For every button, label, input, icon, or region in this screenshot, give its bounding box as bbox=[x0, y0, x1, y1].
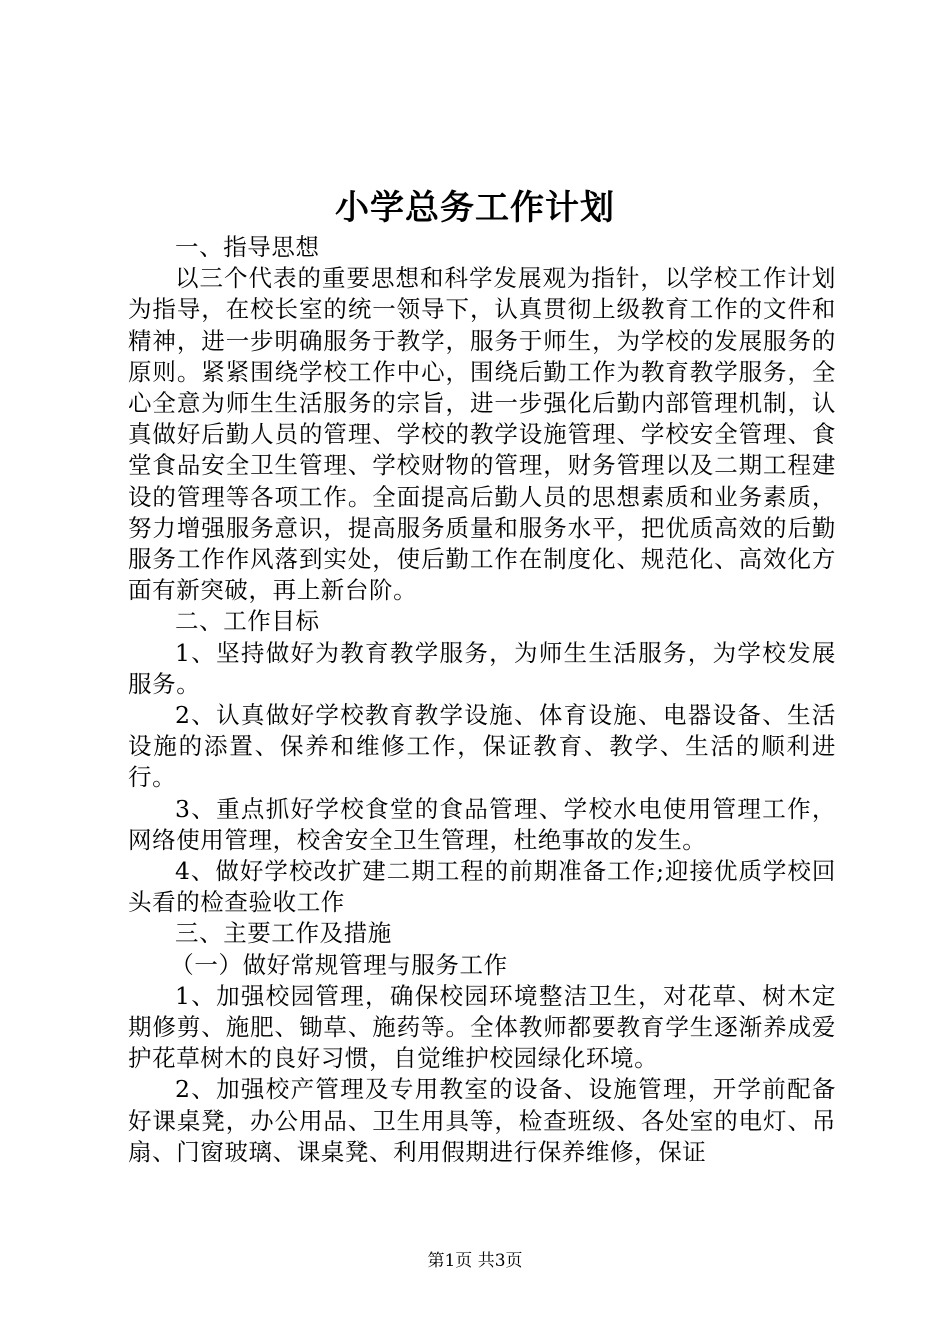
section-heading-guiding-thought: 一、指导思想 bbox=[175, 233, 320, 261]
goal-item-4: 4、做好学校改扩建二期工程的前期准备工作;迎接优质学校回头看的检查验收工作 bbox=[128, 857, 836, 917]
section-heading-main-work: 三、主要工作及措施 bbox=[175, 919, 392, 948]
document-body bbox=[128, 232, 836, 1168]
document-title: 小学总务工作计划 bbox=[335, 188, 615, 228]
section-heading-work-goals: 二、工作目标 bbox=[175, 607, 320, 636]
subsection-heading-routine: （一）做好常规管理与服务工作 bbox=[170, 950, 508, 979]
goal-item-1: 1、坚持做好为教育教学服务，为师生生活服务，为学校发展服务。 bbox=[128, 638, 836, 698]
goal-item-2: 2、认真做好学校教育教学设施、体育设施、电器设备、生活设施的添置、保养和维修工作，保证教育、教学、生活的顺利进行。 bbox=[128, 701, 836, 792]
measure-item-1: 1、加强校园管理，确保校园环境整洁卫生，对花草、树木定期修剪、施肥、锄草、施药等。全体教师都要教育学生逐渐养成爱护花草树木的良好习惯，自觉维护校园绿化环境。 bbox=[128, 981, 836, 1073]
paragraph-guiding-thought: 以三个代表的重要思想和科学发展观为指针，以学校工作计划为指导，在校长室的统一领导下，认真贯彻上级教育工作的文件和精神，进一步明确服务于教学，服务于师生，为学校的发展服务的原则。紧紧围绕学校工作中心，围绕后勤工作为教育教学服务，全心全意为师生生活服务的宗旨，进一步强化后勤内部管理机制，认真做好后勤人员的管理、学校的教学设施管理、学校安全管理、食堂食品安全卫生管理、学校财物的管理，财务管理以及二期工程建设的管理等各项工作。全面提高后勤人员的思想素质和业务素质，努力增强服务意识，提高服务质量和服务水平，把优质高效的后勤服务工作作风落到实处，使后勤工作在制度化、规范化、高效化方面有新突破，再上新台阶。 bbox=[128, 264, 836, 605]
measure-item-2: 2、加强校产管理及专用教室的设备、设施管理，开学前配备好课桌凳，办公用品、卫生用具等，检查班级、各处室的电灯、吊扇、门窗玻璃、课桌凳、利用假期进行保养维修，保证 bbox=[128, 1075, 836, 1166]
page-footer: 第1页 共3页 bbox=[427, 1251, 523, 1271]
goal-item-3: 3、重点抓好学校食堂的食品管理、学校水电使用管理工作，网络使用管理，校舍安全卫生管理，杜绝事故的发生。 bbox=[128, 794, 836, 854]
